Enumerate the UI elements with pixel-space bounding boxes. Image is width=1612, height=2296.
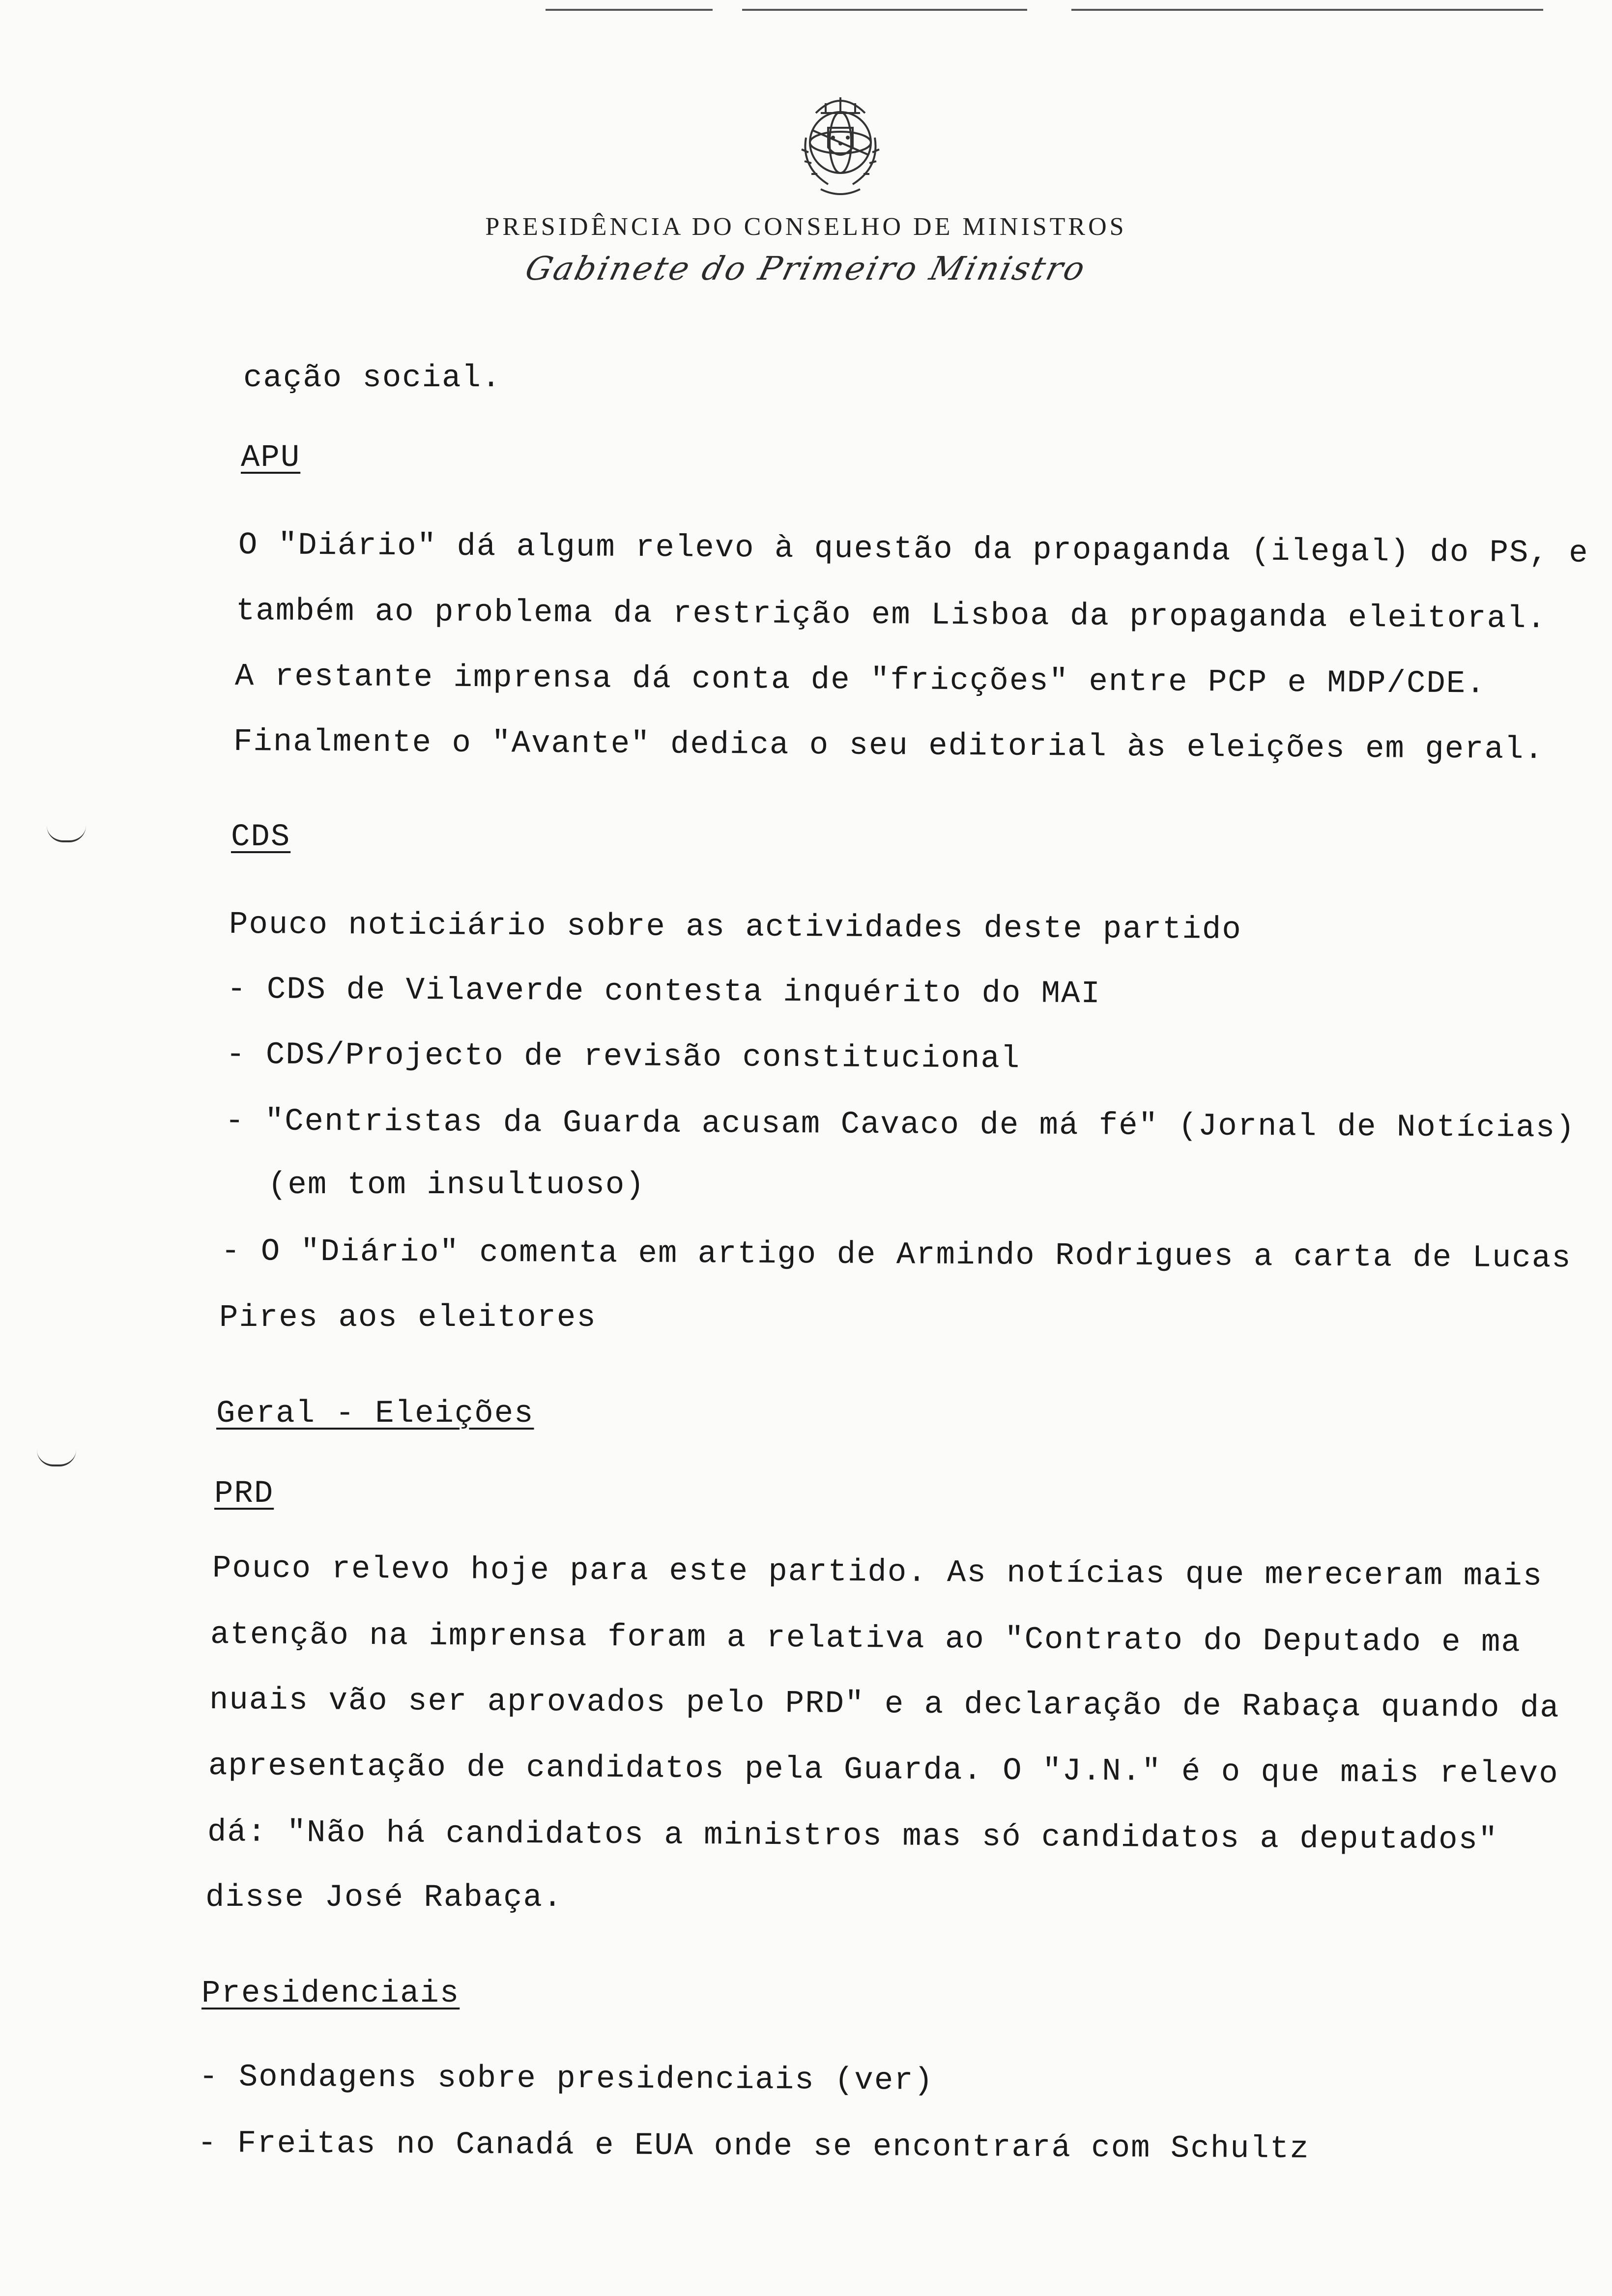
margin-punch-mark [37, 1450, 76, 1466]
office-subtitle: Gabinete do Primeiro Ministro [521, 250, 1091, 287]
text-line: Pouco relevo hoje para este partido. As notícias que mereceram mais [212, 1551, 1543, 1595]
text-line: apresentação de candidatos pela Guarda. O "J.N." é o que mais relevo [208, 1749, 1559, 1792]
section-heading-geral: Geral - Eleições [216, 1396, 534, 1432]
margin-punch-mark [47, 826, 86, 842]
text-line: cação social. [243, 361, 502, 396]
text-line: nuais vão ser aprovados pelo PRD" e a declaração de Rabaça quando da [209, 1683, 1560, 1726]
list-item: - Sondagens sobre presidenciais (ver) [199, 2060, 934, 2099]
list-item: - Freitas no Canadá e EUA onde se encontrará com Schultz [197, 2126, 1310, 2167]
section-heading-prd: PRD [214, 1476, 274, 1512]
text-line: disse José Rabaça. [205, 1880, 563, 1916]
section-heading-cds: CDS [231, 820, 291, 855]
text-line: também ao problema da restrição em Lisboa da propaganda eleitoral. [235, 594, 1547, 637]
text-line: Finalmente o "Avante" dedica o seu editorial às eleições em geral. [233, 724, 1544, 768]
list-item: - "Centristas da Guarda acusam Cavaco de má fé" (Jornal de Notícias) [225, 1104, 1576, 1147]
text-line: A restante imprensa dá conta de "fricções" entre PCP e MDP/CDE. [234, 659, 1486, 702]
text-line: O "Diário" dá algum relevo à questão da propaganda (ilegal) do PS, e [238, 528, 1589, 572]
section-heading-presidenciais: Presidenciais [202, 1976, 460, 2011]
section-heading-apu: APU [241, 440, 301, 476]
scan-line [742, 9, 1027, 11]
text-line: dá: "Não há candidatos a ministros mas só candidatos a deputados" [207, 1815, 1498, 1859]
scan-line [546, 9, 713, 11]
list-item-continuation: Pires aos eleitores [219, 1300, 597, 1336]
text-line: atenção na imprensa foram a relativa ao "Contrato do Deputado e ma [210, 1617, 1521, 1661]
text-line: Pouco noticiário sobre as actividades deste partido [229, 907, 1242, 948]
institution-title: PRESIDÊNCIA DO CONSELHO DE MINISTROS [485, 213, 1127, 241]
scan-line [1071, 9, 1543, 11]
list-item: - CDS de Vilaverde contesta inquérito do MAI [227, 972, 1101, 1012]
list-item: - O "Diário" comenta em artigo de Armindo Rodrigues a carta de Lucas [221, 1234, 1572, 1277]
coat-of-arms-icon [774, 84, 907, 206]
list-item-continuation: (em tom insultuoso) [268, 1168, 645, 1203]
list-item: - CDS/Projecto de revisão constitucional [226, 1037, 1021, 1077]
